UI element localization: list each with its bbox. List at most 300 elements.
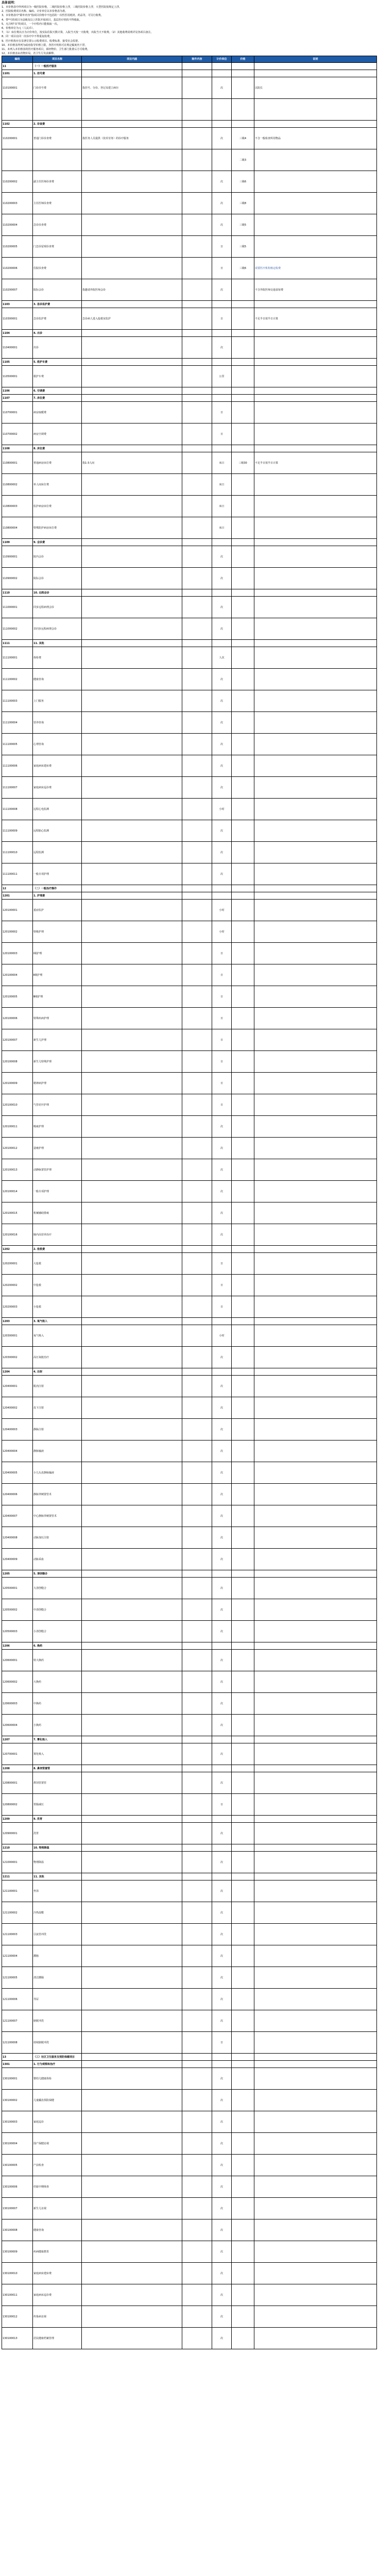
cell-name: 院际会诊: [33, 279, 82, 301]
cell-content: [82, 2284, 182, 2306]
cell-price: [232, 618, 254, 640]
cell-excluded: [182, 214, 212, 236]
cell-code: 1211: [2, 1873, 33, 1880]
cell-code: 1108: [2, 445, 33, 452]
cell-unit: 次: [212, 1181, 232, 1202]
cell-content: [82, 1549, 182, 1570]
cell-note: [254, 1650, 377, 1671]
cell-content: [82, 330, 182, 337]
cell-excluded: [182, 1296, 212, 1318]
cell-excluded: [182, 2241, 212, 2263]
cell-name: [33, 99, 82, 121]
cell-unit: 日: [212, 1094, 232, 1116]
cell-unit: 床日: [212, 474, 232, 496]
cell-content: [82, 387, 182, 395]
cell-name: 围产保健访视: [33, 2133, 82, 2155]
cell-price: [232, 1599, 254, 1621]
table-row: [2, 1462, 377, 1484]
cell-price: [232, 2176, 254, 2198]
table-row: [2, 149, 377, 171]
cell-note: [254, 2090, 377, 2111]
cell-content: [82, 2306, 182, 2328]
cell-note: [254, 1138, 377, 1159]
cell-price: [232, 755, 254, 777]
cell-unit: 次: [212, 1224, 232, 1246]
cell-content: [82, 517, 182, 539]
cell-note: [254, 1527, 377, 1549]
cell-unit: 次: [212, 1347, 232, 1368]
cell-excluded: [182, 964, 212, 986]
cell-note: [254, 149, 377, 171]
cell-code: 120100013: [2, 1159, 33, 1181]
cell-name: 救护车费: [33, 366, 82, 387]
cell-price: [232, 1642, 254, 1650]
cell-unit: 床日: [212, 496, 232, 517]
cell-code: 120100010: [2, 1094, 33, 1116]
cell-excluded: [182, 842, 212, 863]
cell-unit: 次: [212, 2219, 232, 2241]
cell-name: 急诊监护费: [33, 308, 82, 330]
cell-content: [82, 1138, 182, 1159]
cell-unit: [212, 1873, 232, 1880]
table-row: [2, 1852, 377, 1873]
subcategory-row: [2, 1873, 377, 1880]
cell-name: 健康咨询: [33, 2219, 82, 2241]
cell-name: 住院诊查费: [33, 258, 82, 279]
cell-content: [82, 1246, 182, 1253]
cell-excluded: [182, 121, 212, 128]
cell-name: 中换药: [33, 1693, 82, 1715]
cell-content: [82, 1527, 182, 1549]
cell-unit: 日: [212, 2032, 232, 2054]
cell-note: [254, 1116, 377, 1138]
cell-content: [82, 618, 182, 640]
subcategory-row: [2, 121, 377, 128]
cell-price: [232, 1246, 254, 1253]
cell-content: [82, 640, 182, 647]
cell-code: 120400006: [2, 1484, 33, 1505]
cell-price: [232, 402, 254, 423]
cell-note: 需要医疗机构核定收费: [254, 258, 377, 279]
cell-content: [82, 1844, 182, 1852]
table-row: [2, 1253, 377, 1275]
cell-content: [82, 755, 182, 777]
table-row: [2, 1715, 377, 1736]
cell-price: [232, 1138, 254, 1159]
cell-code: 1101: [2, 70, 33, 77]
cell-unit: [212, 1318, 232, 1325]
subcategory-row: [2, 1570, 377, 1578]
cell-code: 1209: [2, 1816, 33, 1823]
cell-price: [232, 943, 254, 964]
cell-code: 130100010: [2, 2263, 33, 2284]
note-line: 7、（1）床位费以日为计价单位，按实际住院天数计算，入院当天按一天收费，出院当天不收费。（2）其他收费说明详见各项目备注。: [2, 31, 153, 35]
cell-code: 1208: [2, 1765, 33, 1772]
cell-unit: 次: [212, 597, 232, 618]
subcategory-row: [2, 330, 377, 337]
cell-excluded: [182, 301, 212, 308]
cell-name: 鼻饲管置管: [33, 1772, 82, 1794]
cell-content: [82, 2263, 182, 2284]
cell-unit: 日: [212, 1051, 232, 1073]
table-row: [2, 1527, 377, 1549]
table-row: [2, 842, 377, 863]
cell-content: [82, 1772, 182, 1794]
cell-unit: 次: [212, 2306, 232, 2328]
table-row: [2, 1772, 377, 1794]
cell-unit: [212, 1816, 232, 1823]
category-row: [2, 2054, 377, 2061]
cell-name: 特殊疾病护理: [33, 1008, 82, 1029]
cell-content: [82, 892, 182, 900]
cell-excluded: [182, 539, 212, 546]
cell-unit: 次: [212, 1989, 232, 2010]
cell-content: [82, 2241, 182, 2263]
cell-price: 三级5: [232, 214, 254, 236]
cell-excluded: [182, 1924, 212, 1945]
cell-excluded: [182, 359, 212, 366]
cell-content: [82, 402, 182, 423]
cell-price: [232, 1397, 254, 1419]
cell-unit: 次: [212, 193, 232, 214]
cell-excluded: [182, 669, 212, 690]
cell-code: 120600003: [2, 1693, 33, 1715]
cell-unit: 次: [212, 171, 232, 193]
cell-unit: 次: [212, 1202, 232, 1224]
cell-price: [232, 1578, 254, 1599]
cell-name: 监护病房床位费: [33, 496, 82, 517]
cell-code: 120300001: [2, 1325, 33, 1347]
cell-note: [254, 885, 377, 892]
cell-name: 膀胱冲洗: [33, 2010, 82, 2032]
cell-excluded: [182, 943, 212, 964]
cell-content: [82, 690, 182, 712]
cell-note: [254, 2219, 377, 2241]
table-header-row: [2, 56, 377, 63]
cell-content: [82, 734, 182, 755]
cell-note: [254, 1376, 377, 1397]
cell-name: 出诊: [33, 337, 82, 359]
cell-price: [232, 1549, 254, 1570]
cell-name: 特殊防护病房床位费: [33, 517, 82, 539]
cell-excluded: [182, 128, 212, 149]
cell-code: 110900002: [2, 568, 33, 589]
cell-excluded: [182, 1116, 212, 1138]
cell-price: 三级6: [232, 258, 254, 279]
cell-content: [82, 1693, 182, 1715]
cell-code: 120400004: [2, 1440, 33, 1462]
table-row: [2, 308, 377, 330]
cell-unit: 次: [212, 2111, 232, 2133]
cell-price: [232, 2284, 254, 2306]
cell-content: [82, 99, 182, 121]
cell-content: [82, 1275, 182, 1296]
cell-code: 130100007: [2, 2198, 33, 2219]
cell-name: 病房取暖费: [33, 402, 82, 423]
cell-unit: 次: [212, 1116, 232, 1138]
cell-price: [232, 964, 254, 986]
cell-code: 110100001: [2, 77, 33, 99]
cell-price: [232, 2061, 254, 2068]
cell-unit: [212, 395, 232, 402]
cell-price: [232, 568, 254, 589]
table-row: [2, 2306, 377, 2328]
cell-content: [82, 366, 182, 387]
cell-price: [232, 1296, 254, 1318]
cell-price: [232, 1621, 254, 1642]
cell-name: 8. 鼻饲管置管: [33, 1765, 82, 1772]
table-row: [2, 2068, 377, 2090]
cell-name: 氧气吸入: [33, 1325, 82, 1347]
cell-code: 111100001: [2, 647, 33, 669]
cell-name: 特级护理: [33, 921, 82, 943]
table-row: [2, 2241, 377, 2263]
table-row: [2, 1376, 377, 1397]
table-row: [2, 568, 377, 589]
cell-price: [232, 2133, 254, 2155]
cell-content: [82, 2198, 182, 2219]
table-row: [2, 1073, 377, 1094]
cell-unit: 次: [212, 77, 232, 99]
cell-content: [82, 1967, 182, 1989]
cell-excluded: [182, 1094, 212, 1116]
cell-unit: 小时: [212, 799, 232, 820]
cell-price: [232, 2010, 254, 2032]
subcategory-row: [2, 70, 377, 77]
cell-name: 机械辅助排痰: [33, 1202, 82, 1224]
cell-name: 营养咨询: [33, 712, 82, 734]
cell-excluded: [182, 1945, 212, 1967]
cell-excluded: [182, 1253, 212, 1275]
cell-unit: [212, 301, 232, 308]
cell-unit: 次: [212, 1924, 232, 1945]
cell-unit: [212, 359, 232, 366]
cell-excluded: [182, 892, 212, 900]
notes-block: [0, 0, 378, 56]
cell-excluded: [182, 546, 212, 568]
cell-price: [232, 359, 254, 366]
cell-unit: 日: [212, 1296, 232, 1318]
cell-content: 急诊病人进入抢救室监护: [82, 308, 182, 330]
cell-content: [82, 647, 182, 669]
cell-code: 110200002: [2, 171, 33, 193]
cell-excluded: [182, 1440, 212, 1462]
cell-content: [82, 1051, 182, 1073]
cell-code: 110800002: [2, 474, 33, 496]
cell-code: 1110: [2, 589, 33, 597]
cell-price: [232, 1816, 254, 1823]
cell-excluded: [182, 885, 212, 892]
cell-note: [254, 597, 377, 618]
cell-name: 7. 雾化吸入: [33, 1736, 82, 1743]
cell-name: 洗胃: [33, 1823, 82, 1844]
cell-code: 1109: [2, 539, 33, 546]
cell-excluded: [182, 2133, 212, 2155]
cell-code: 130100013: [2, 2328, 33, 2349]
cell-unit: 次: [212, 1138, 232, 1159]
cell-note: [254, 1202, 377, 1224]
cell-note: [254, 2306, 377, 2328]
cell-unit: [212, 1736, 232, 1743]
cell-name: 8. 床位费: [33, 445, 82, 452]
cell-note: [254, 820, 377, 842]
cell-price: [232, 1671, 254, 1693]
cell-unit: [212, 1765, 232, 1772]
cell-note: [254, 618, 377, 640]
table-row: [2, 452, 377, 474]
cell-name: （二）一般治疗操作: [33, 885, 82, 892]
cell-excluded: [182, 1051, 212, 1073]
cell-content: [82, 820, 182, 842]
cell-note: [254, 1945, 377, 1967]
cell-code: 111100011: [2, 863, 33, 885]
cell-name: 远程胎心监测: [33, 820, 82, 842]
table-row: [2, 366, 377, 387]
table-row: [2, 712, 377, 734]
cell-name: 一般专项护理: [33, 1181, 82, 1202]
cell-excluded: [182, 1462, 212, 1484]
cell-price: [232, 279, 254, 301]
cell-note: [254, 1462, 377, 1484]
cell-excluded: [182, 1159, 212, 1181]
cell-note: [254, 2176, 377, 2198]
cell-excluded: [182, 1073, 212, 1094]
cell-note: [254, 236, 377, 258]
cell-excluded: [182, 1202, 212, 1224]
cell-name: 肌肉注射: [33, 1376, 82, 1397]
cell-price: [232, 2219, 254, 2241]
cell-note: [254, 359, 377, 366]
table-row: [2, 964, 377, 986]
cell-unit: 次: [212, 568, 232, 589]
cell-content: [82, 546, 182, 568]
cell-name: 儿童龋齿预防保健: [33, 2090, 82, 2111]
cell-excluded: [182, 597, 212, 618]
cell-unit: 日: [212, 258, 232, 279]
cell-note: [254, 2010, 377, 2032]
table-row: [2, 1202, 377, 1224]
cell-code: 130100001: [2, 2068, 33, 2090]
cell-code: 120100011: [2, 1116, 33, 1138]
cell-content: 指医务人员提供（技术劳务）的诊疗服务: [82, 128, 182, 149]
cell-excluded: [182, 2176, 212, 2198]
cell-note: [254, 121, 377, 128]
cell-excluded: [182, 1397, 212, 1419]
cell-price: [232, 387, 254, 395]
cell-note: [254, 1253, 377, 1275]
cell-price: [232, 690, 254, 712]
cell-content: 指挂号、分诊、登记及建立病历: [82, 77, 182, 99]
cell-price: 三级4: [232, 128, 254, 149]
cell-unit: 次: [212, 1852, 232, 1873]
table-row: [2, 423, 377, 445]
cell-unit: 公里: [212, 366, 232, 387]
cell-excluded: [182, 1599, 212, 1621]
cell-note: [254, 1094, 377, 1116]
cell-price: [232, 1224, 254, 1246]
category-row: [2, 63, 377, 70]
cell-content: [82, 1008, 182, 1029]
cell-content: [82, 2111, 182, 2133]
subcategory-row: [2, 2061, 377, 2068]
cell-note: [254, 1029, 377, 1051]
cell-note: [254, 423, 377, 445]
cell-excluded: [182, 1989, 212, 2010]
table-row: [2, 1224, 377, 1246]
table-row: [2, 128, 377, 149]
cell-unit: 次: [212, 1159, 232, 1181]
table-row: [2, 2133, 377, 2155]
cell-unit: 小时: [212, 1325, 232, 1347]
cell-excluded: [182, 99, 212, 121]
cell-name: 动静脉置管护理: [33, 1159, 82, 1181]
cell-content: [82, 1902, 182, 1924]
cell-excluded: [182, 2090, 212, 2111]
table-row: [2, 1347, 377, 1368]
cell-unit: [212, 63, 232, 70]
cell-name: 气管切开护理: [33, 1094, 82, 1116]
cell-note: [254, 1599, 377, 1621]
cell-unit: 日: [212, 1794, 232, 1816]
table-row: [2, 2010, 377, 2032]
cell-unit: [212, 1642, 232, 1650]
cell-name: 动脉加压注射: [33, 1527, 82, 1549]
cell-unit: [212, 387, 232, 395]
cell-code: 120400008: [2, 1527, 33, 1549]
table-row: [2, 1440, 377, 1462]
cell-code: 120100003: [2, 943, 33, 964]
cell-content: [82, 943, 182, 964]
cell-code: 110700002: [2, 423, 33, 445]
cell-content: [82, 2176, 182, 2198]
cell-name: （一）一般医疗服务: [33, 63, 82, 70]
cell-name: 中抢救: [33, 1275, 82, 1296]
cell-note: [254, 1275, 377, 1296]
cell-content: [82, 1073, 182, 1094]
cell-note: [254, 1397, 377, 1419]
note-line: 11、未列入本价格表的医疗服务项目，须经物价、卫生部门批准后方可收费。: [2, 48, 90, 52]
cell-note: [254, 496, 377, 517]
cell-unit: 次: [212, 1462, 232, 1484]
cell-name: 吸痰护理: [33, 1116, 82, 1138]
table-row: [2, 1621, 377, 1642]
cell-price: [232, 2328, 254, 2349]
cell-excluded: [182, 1844, 212, 1852]
cell-note: [254, 712, 377, 734]
cell-content: [82, 1873, 182, 1880]
table-row: [2, 337, 377, 359]
cell-content: [82, 2068, 182, 2090]
cell-excluded: [182, 474, 212, 496]
table-row: [2, 402, 377, 423]
table-row: [2, 1743, 377, 1765]
cell-code: 110200001: [2, 128, 33, 149]
cell-content: [82, 496, 182, 517]
cell-content: [82, 885, 182, 892]
cell-code: 120500002: [2, 1599, 33, 1621]
cell-name: 院际会诊: [33, 568, 82, 589]
cell-note: [254, 921, 377, 943]
cell-price: [232, 640, 254, 647]
cell-excluded: [182, 2198, 212, 2219]
cell-unit: 次: [212, 2328, 232, 2349]
table-row: [2, 1599, 377, 1621]
cell-note: [254, 2263, 377, 2284]
cell-name: 9. 会诊费: [33, 539, 82, 546]
cell-unit: 次: [212, 2176, 232, 2198]
cell-code: 1111: [2, 640, 33, 647]
cell-unit: 次: [212, 1440, 232, 1462]
